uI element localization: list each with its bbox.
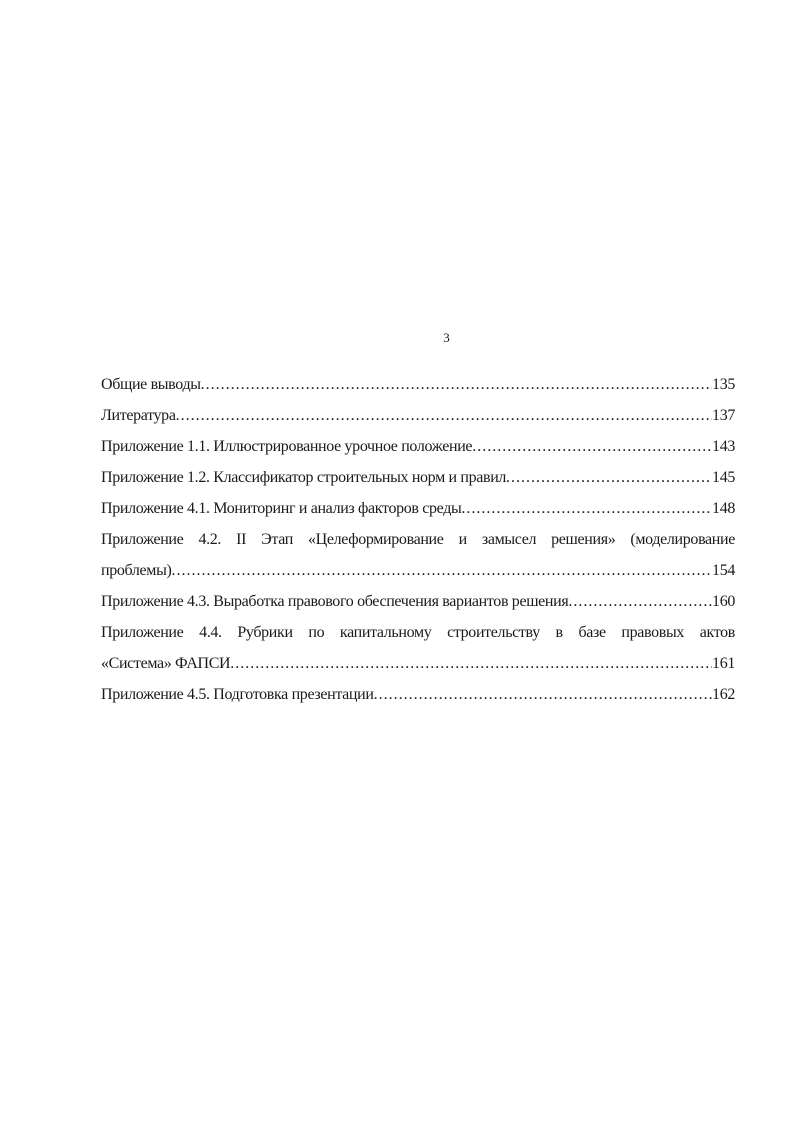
- toc-entry-page: 143: [712, 438, 735, 455]
- toc-leader: [374, 679, 712, 710]
- toc-leader: [230, 648, 712, 679]
- toc-entry-page: 160: [712, 593, 735, 610]
- toc-entry-page: 162: [712, 686, 735, 703]
- toc-entry: [101, 369, 735, 400]
- toc-entry-title: Приложение 1.1. Иллюстрированное урочное положение: [101, 438, 473, 455]
- toc-entry-title-line1: Приложение 4.4. Рубрики по капитальному строительству в базе правовых актов: [101, 624, 735, 641]
- toc-entry: [101, 431, 735, 462]
- toc-entry: [101, 586, 735, 617]
- toc-entry: [101, 493, 735, 524]
- page-number: 3: [443, 330, 450, 345]
- toc-entry-title: Приложение 1.2. Классификатор строительных норм и правил: [101, 469, 507, 486]
- toc-entry: [101, 462, 735, 493]
- toc-entry-page: 137: [712, 407, 735, 424]
- toc-leader: [171, 555, 712, 586]
- toc-entry: [101, 648, 735, 679]
- toc-entry: [101, 679, 735, 710]
- toc-entry-title: Приложение 4.5. Подготовка презентации: [101, 686, 374, 703]
- toc-entry-title: Приложение 4.1. Мониторинг и анализ факторов среды: [101, 500, 462, 517]
- toc-entry-page: 145: [712, 469, 735, 486]
- toc-leader: [201, 369, 712, 400]
- toc-entry-title-line1: Приложение 4.2. II Этап «Целеформирование и замысел решения» (моделирование: [101, 531, 735, 548]
- table-of-contents: [101, 369, 735, 710]
- toc-leader: [461, 493, 712, 524]
- toc-entry-title-line2: проблемы): [101, 562, 172, 579]
- toc-entry-title: Литература: [101, 407, 176, 424]
- toc-entry-title: Приложение 4.3. Выработка правового обеспечения вариантов решения: [101, 593, 569, 610]
- toc-entry-page: 135: [712, 376, 735, 393]
- toc-entry-page: 154: [712, 562, 735, 579]
- toc-entry: [101, 400, 735, 431]
- toc-leader: [472, 431, 712, 462]
- toc-entry-page: 148: [712, 500, 735, 517]
- toc-leader: [568, 586, 712, 617]
- toc-entry-page: 161: [712, 655, 735, 672]
- toc-leader: [176, 400, 712, 431]
- toc-leader: [506, 462, 712, 493]
- toc-entry: [101, 555, 735, 586]
- toc-entry-title: Общие выводы: [101, 376, 201, 393]
- toc-entry-title-line2: «Система» ФАПСИ: [101, 655, 231, 672]
